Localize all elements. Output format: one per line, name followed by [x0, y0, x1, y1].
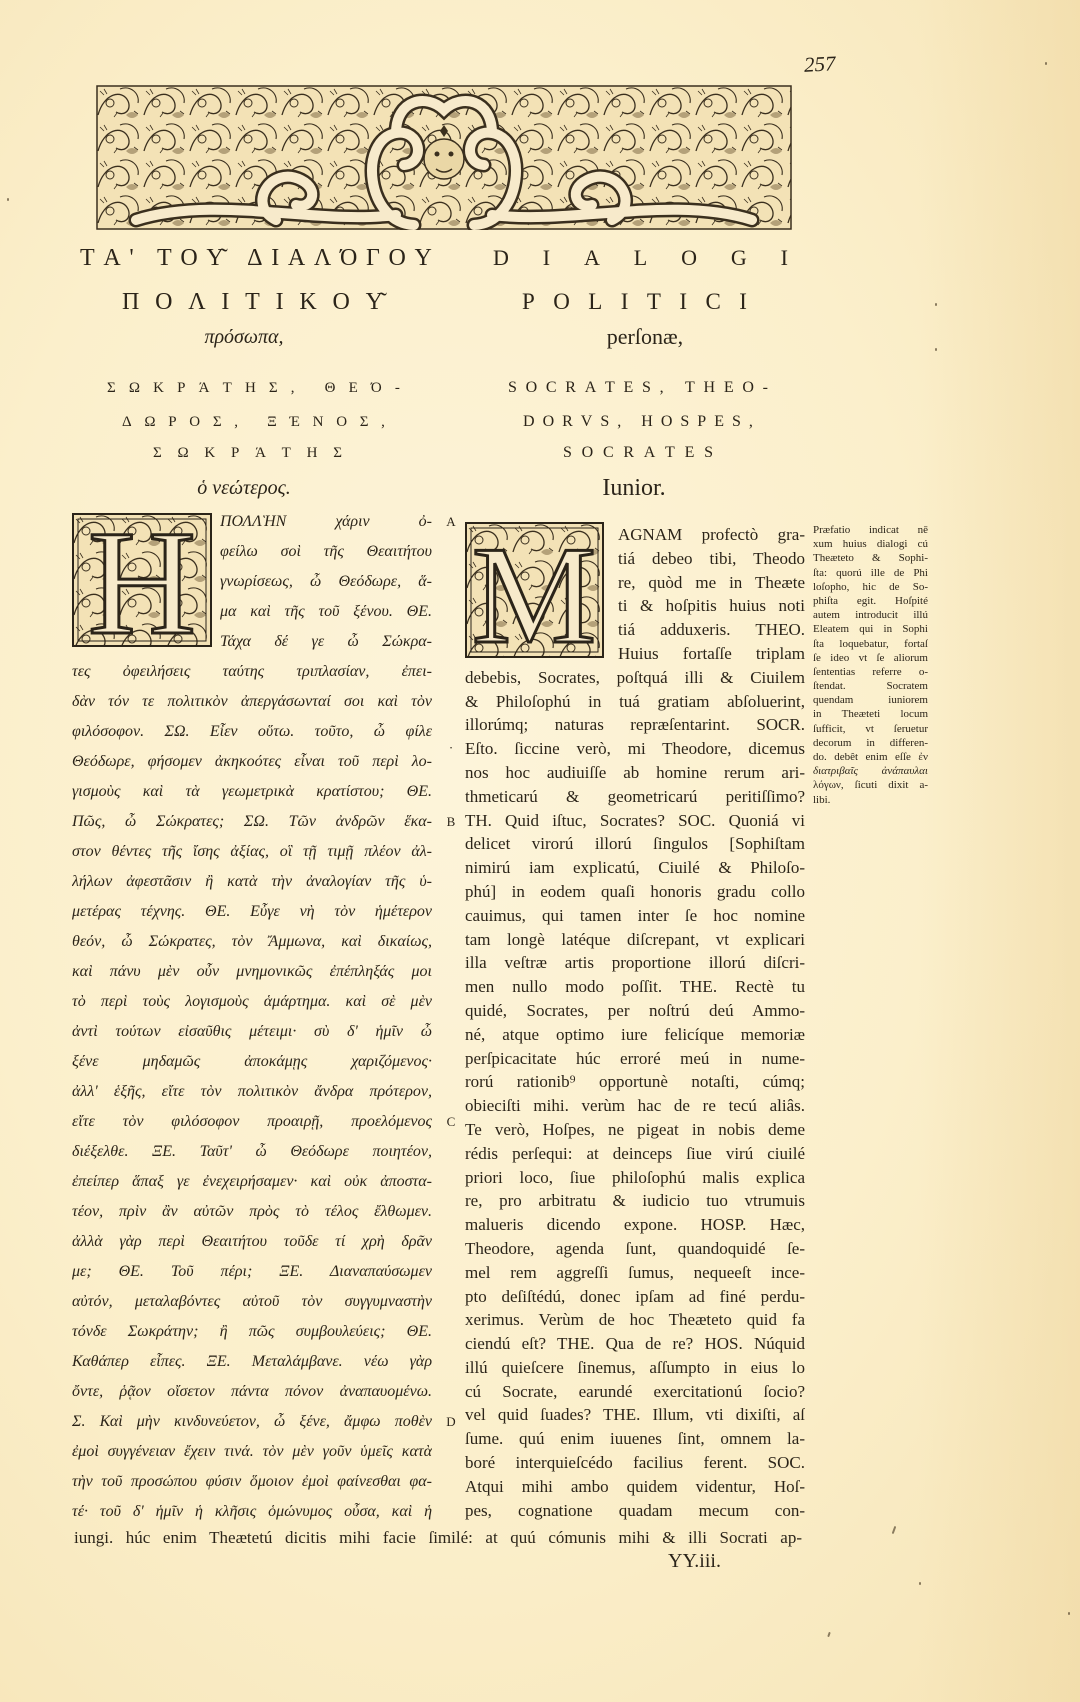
latin-text-line: Te verò, Hoſpes, ne pigeat in nobis deme	[465, 1119, 805, 1139]
latin-text-line: malueris dicendo expone. HOSP. Hæc,	[465, 1215, 805, 1235]
heading-glyph: S	[704, 444, 713, 461]
heading-glyph: P	[697, 413, 707, 430]
latin-text-line: quidé, Socrates, per noſtrú deú Ammo-	[465, 1000, 805, 1020]
heading-glyph: Ξ	[267, 413, 277, 430]
latin-text-line: pto deſiſtédú, donec ipſam ad finé perdu-	[465, 1286, 805, 1306]
latin-text-line: illorúmq; naturas repræſentarint. SOCR.	[465, 715, 805, 735]
marginal-note-line: διατριβαῖς ἀνάπαυλαι	[813, 765, 928, 778]
greek-text-line: μετέρας τέχνης. ΘΕ. Εὖγε νὴ τὸν ἡμέτερον	[72, 903, 432, 920]
heading-glyph: Τ	[245, 288, 260, 315]
heading-glyph: A	[584, 379, 597, 396]
latin-text-line: illú quieſcere ſinemus, aſſumpto in eius lo	[465, 1357, 805, 1377]
greek-persons-line	[107, 378, 400, 398]
heading-glyph: R	[562, 413, 573, 430]
latin-text-line: delicet virorú illorú ſingulos [Sophiſtam	[465, 834, 805, 854]
marginal-note-line: xum huius dialogi cú	[813, 538, 928, 551]
heading-glyph: I	[542, 245, 551, 270]
heading-glyph: O	[525, 379, 538, 396]
greek-text-line: Σ. Καὶ μὴν κινδυνεύετον, ὦ ξένε, ἄμφω ποθὲν	[72, 1413, 432, 1430]
latin-text-line: xerimus. Verùm de hoc Theæteto quid fa	[465, 1310, 805, 1330]
latin-persons-line	[563, 442, 713, 464]
heading-glyph: Α	[103, 244, 121, 271]
heading-glyph: E	[714, 413, 724, 430]
heading-glyph: Ι	[275, 288, 284, 315]
greek-persons-line	[153, 443, 342, 463]
heading-glyph: Σ	[153, 444, 162, 461]
heading-glyph: Σ	[107, 379, 116, 396]
latin-text-line: vel quid ſuades? THE. Illum, vti dixiſti, aſ	[465, 1405, 805, 1425]
heading-glyph: Ό	[339, 244, 358, 271]
greek-text-line: ἐπείπερ ἅπαξ γε ἐνεχειρήσαμεν· καὶ οὐκ ἀποστα-	[72, 1173, 432, 1190]
heading-glyph: Ρ	[230, 444, 240, 461]
marginal-note-line: ſufficit, vt ſeruetur	[813, 722, 928, 735]
latin-text-line: men nullo modo poſſit. THE. Rectè tu	[465, 977, 805, 997]
heading-glyph: Η	[306, 444, 318, 461]
greek-text-line: μα καὶ τῆς τοῦ ξένου. ΘΕ.	[220, 603, 432, 620]
heading-glyph: Ω	[177, 444, 189, 461]
greek-text-line: ἀντὶ τούτων εἰσαῦθις μέτειμι· σὺ δ' ἡμῖν ὦ	[72, 1023, 432, 1040]
heading-glyph: O	[553, 289, 570, 314]
heading-glyph	[672, 379, 676, 397]
heading-glyph: H	[703, 379, 716, 396]
heading-glyph: S	[731, 413, 741, 430]
greek-text-line: γισμοὺς καὶ τὰ γεωμετρικὰ κρατίστου; ΘΕ.	[72, 783, 432, 800]
latin-text-line: perſpicacitate húc erroré meú in nume-	[465, 1048, 805, 1068]
heading-glyph: T	[646, 289, 661, 314]
heading-glyph: C	[545, 379, 557, 396]
greek-text-line: τες ὀφειλήσεις ταύτης τριπλασίαν, ἐπει-	[72, 663, 432, 680]
latin-text-line: boré interquieſcédo facilius ferent. SOC.	[465, 1453, 805, 1473]
marginal-note-line: ſta: quorú ille de Phi	[813, 566, 928, 579]
section-marker-a: A	[446, 514, 456, 529]
heading-glyph: D	[493, 245, 509, 270]
gutter-dot: ·	[448, 740, 454, 755]
heading-glyph: Τ	[80, 244, 95, 271]
greek-persons-label: πρόσωπα,	[204, 326, 284, 348]
heading-glyph: Τ	[281, 444, 291, 461]
ink-speck	[1045, 62, 1047, 65]
section-marker-d: D	[446, 1414, 456, 1429]
heading-glyph: S	[600, 413, 610, 430]
heading-glyph: Ο	[180, 244, 198, 271]
marginal-note-line: ſtendat. Socratem	[813, 680, 928, 693]
marginal-notes	[813, 523, 928, 807]
greek-text-line: εἴτε τὸν φιλόσοφον προαιρῇ, προελόμενος	[72, 1113, 432, 1130]
heading-glyph: Έ	[289, 413, 300, 430]
heading-glyph: Σ	[268, 379, 278, 396]
heading-glyph: R	[565, 379, 576, 396]
latin-persons-label: perſonæ,	[606, 324, 684, 349]
heading-glyph: Ο	[155, 288, 173, 315]
heading-glyph: Λ	[188, 288, 206, 315]
heading-glyph: Θ	[324, 379, 336, 396]
heading-glyph: Ω	[144, 413, 156, 430]
greek-persons-line	[122, 412, 385, 432]
latin-text-line: rédis perſequi: at deinceps ſiue virú ciuilé	[465, 1143, 805, 1163]
heading-glyph: I	[679, 289, 688, 314]
heading-glyph: ,	[290, 379, 295, 396]
latin-text-line: tiá adduxeris. THEO.	[618, 620, 805, 640]
latin-text-line: thmeticarú & geometricarú peritiſſimo?	[465, 786, 805, 806]
heading-glyph: Ά	[255, 444, 266, 461]
latin-text-line: né, atque optimo iure felicíque memoriæ	[465, 1024, 805, 1044]
greek-text-line: θεόν, ὦ Σώκρατες, τὸν Ἄμμωνα, καὶ δικαίως,	[72, 933, 432, 950]
heading-glyph: Α	[287, 244, 306, 271]
heading-glyph: E	[623, 379, 634, 396]
heading-glyph: V	[580, 413, 593, 430]
latin-text-line: cauimus, qui tamen inter ſe hoc nomine	[465, 905, 805, 925]
latin-dialogue-heading	[493, 245, 788, 271]
latin-text-line: priori loco, ſiue philoſophú malis explica	[465, 1167, 805, 1187]
latin-text-line: ti & hoſpitis huius noti	[618, 596, 805, 616]
greek-text-line: ὄντε, ῥᾷον οἴσετον πάντα πόνον ἀναπαυομένω.	[72, 1383, 432, 1400]
latin-text-line: tam longè latéque diſcrepant, vt explicari	[465, 929, 805, 949]
heading-glyph: L	[633, 245, 648, 270]
latin-column	[465, 523, 805, 1522]
heading-glyph: D	[523, 413, 535, 430]
greek-text-line: με; ΘΕ. Τοῦ πέρι; ΞΕ. Διαναπαύσωμεν	[72, 1263, 432, 1280]
greek-persons-note: ὁ νεώτερος.	[197, 477, 291, 499]
heading-glyph: Ο	[332, 288, 350, 315]
heading-glyph: Υ͂	[365, 288, 383, 315]
latin-text-line: AGNAM profectò gra-	[618, 525, 805, 544]
greek-text-line: λήλων ἀφεστᾶσιν ἢ κατὰ τὴν ἀναλογίαν τῆς ὑ-	[72, 873, 432, 890]
heading-glyph	[308, 380, 312, 397]
heading-glyph: ,	[748, 413, 753, 430]
greek-text-line: διέξελθε. ΞΕ. Ταῦτ' ὦ Θεόδωρε ποιητέον,	[72, 1143, 432, 1160]
heading-glyph: Δ	[247, 244, 263, 271]
heading-glyph: O	[681, 245, 697, 270]
heading-glyph	[232, 245, 238, 272]
marginal-note-line: loſopho, hic de So-	[813, 580, 928, 593]
ornamental-headpiece-icon	[96, 85, 792, 230]
heading-glyph: T	[604, 379, 615, 396]
heading-glyph: I	[739, 289, 747, 314]
heading-glyph: G	[730, 245, 747, 270]
latin-text-line: ſume. quú enim iuuenes ſint, omnem la-	[465, 1429, 805, 1449]
ink-speck	[892, 1526, 897, 1534]
section-marker-b: B	[446, 814, 456, 829]
greek-text-line: στον θέντες τῆς ἴσης ἀξίας, οἳ τῇ τιμῇ πλέον ἀλ-	[72, 843, 432, 860]
marginal-note-line: libi.	[813, 793, 831, 806]
latin-text-line: Eſto. ſiccine verò, mi Theodore, dicemus	[465, 739, 805, 759]
greek-text-line: γνωρίσεως, ὦ Θεόδωρε, ἅ-	[220, 573, 432, 590]
heading-glyph	[629, 413, 633, 431]
heading-glyph: S	[641, 379, 651, 396]
ink-speck	[1068, 1612, 1070, 1615]
greek-text-line: ἀλλὰ γὰρ περὶ Θεαιτήτου τοῦδε τί χρὴ δρᾶν	[72, 1233, 432, 1250]
latin-text-line: illa veſtræ artis proportione illorú diſcri-	[465, 953, 805, 973]
heading-glyph: C	[705, 289, 721, 314]
heading-glyph: Ν	[312, 413, 324, 430]
drop-cap-letter: M	[471, 522, 597, 658]
heading-glyph: Ο	[189, 413, 201, 430]
heading-glyph: Κ	[299, 288, 317, 315]
greek-text-line: ἐμοὶ συγγένειαν ἔχειν τινά. τὸν μὲν γοῦν ὑμεῖς κατὰ	[72, 1443, 432, 1460]
marginal-note-line: Theæteto & Sophi-	[813, 552, 928, 565]
heading-glyph: ,	[659, 379, 664, 396]
heading-glyph: L	[588, 289, 603, 314]
marginal-note-line: Eleatem qui in Sophi	[813, 623, 928, 636]
latin-text-line: nos hoc audiuiſſe ab homine rerum ari-	[465, 762, 805, 782]
greek-text-line: ἀλλ' ἑξῆς, εἴτε τὸν πολιτικὸν ἄνδρα πρότερον,	[72, 1083, 432, 1100]
latin-text-line: cú Socrate, earundé exercitationú ſocio?	[465, 1381, 805, 1401]
heading-glyph: I	[620, 289, 629, 314]
heading-glyph: H	[641, 413, 653, 430]
latin-text-line: re, pro arbitratu & iudicio tuo vtrumuis	[465, 1191, 805, 1211]
heading-glyph: -	[762, 379, 768, 396]
heading-glyph: '	[129, 244, 134, 271]
heading-glyph: Ι	[271, 244, 280, 271]
heading-glyph: T	[665, 444, 675, 461]
greek-text-line: Πῶς, ὦ Σώκρατες; ΣΩ. Τῶν ἀνδρῶν ἕκα-	[72, 813, 432, 830]
heading-glyph	[142, 245, 148, 272]
marginal-note-line: ſe ideo vt ſe aliorum	[813, 651, 928, 664]
latin-text-line: debebis, Socrates, poſtquá illi & Ciuilem	[465, 667, 805, 687]
latin-persons-note: Iunior.	[602, 475, 666, 501]
greek-text-line: Θεόδωρε, φήσομεν ἀκηκοότες εἶναι τοῦ περὶ λο-	[72, 753, 432, 770]
heading-glyph: A	[643, 444, 656, 461]
greek-text-line: φείλω σοὶ τῆς Θεαιτήτου	[220, 543, 432, 560]
heading-glyph: Κ	[204, 444, 216, 461]
heading-glyph: Ε	[348, 379, 358, 396]
marginal-note-line: in Theæteti locum	[813, 708, 928, 721]
heading-glyph: Ο	[388, 244, 406, 271]
heading-glyph: ,	[617, 413, 622, 430]
heading-glyph: O	[581, 444, 594, 461]
greek-text-line: αὐτόν, μεταλαβόντες αὐτοῦ τὸν συγγυμναστὴν	[72, 1293, 432, 1310]
heading-glyph: C	[602, 444, 614, 461]
latin-text-line: ciendú eſt? THE. Qua de re? HOS. Núquid	[465, 1334, 805, 1354]
section-marker-c: C	[446, 1114, 456, 1129]
heading-glyph: Τ	[157, 244, 172, 271]
heading-glyph: E	[684, 444, 695, 461]
greek-text-line: καὶ πάνυ μὲν οὖν μνημονικῶς ἐπέπληξάς μοι	[72, 963, 432, 980]
latin-text-line: & Philoſophú in tuá gratiam abſoluerint,	[465, 691, 805, 711]
heading-glyph: S	[508, 379, 517, 396]
page-number: 257	[803, 51, 837, 77]
greek-text-line: δὰν τόν τε πολιτικὸν ἀπεργάσωνταί σοι καὶ τὸν	[72, 693, 432, 710]
greek-text-line: φιλόσοφον. ΣΩ. Εἶεν οὕτω. τοῦτο, ὦ φίλε	[72, 723, 432, 740]
heading-glyph: Κ	[153, 379, 165, 396]
heading-glyph: Τ	[222, 379, 232, 396]
heading-glyph: Π	[122, 288, 140, 315]
latin-text-line: nimirú iam explicatú, Ciuilé & Philoſo-	[465, 858, 805, 878]
greek-work-title	[122, 288, 383, 316]
ink-speck	[935, 348, 937, 351]
greek-text-line: τέον, πρὶν ἂν αὐτῶν πρὸς τὸ τέλος ἔλθωμεν.	[72, 1203, 432, 1220]
heading-glyph: Ο	[336, 413, 348, 430]
heading-glyph: ,	[234, 413, 238, 430]
heading-glyph: S	[563, 444, 572, 461]
heading-glyph: O	[660, 413, 673, 430]
heading-glyph: E	[723, 379, 734, 396]
heading-glyph: Ι	[221, 288, 230, 315]
marginal-note-line: λόγων, ſicuti dixit a-	[813, 779, 928, 792]
latin-work-title	[522, 289, 747, 315]
marginal-note-line: ſententias referre o-	[813, 665, 928, 678]
heading-glyph: Ά	[198, 379, 210, 396]
heading-glyph: Ό	[370, 379, 382, 396]
marginal-note-line: ſta loquebatur, fortaſ	[813, 637, 928, 650]
heading-glyph: Δ	[122, 413, 132, 430]
heading-glyph: Σ	[333, 444, 342, 461]
running-full-width-line: iungi. húc enim Theætetú dicitis mihi facie ſimilé: at quú cómunis mihi & illi Socrati ap-	[74, 1528, 802, 1547]
heading-glyph: R	[623, 444, 635, 461]
latin-text-line: re, quòd me in Theæte	[618, 572, 805, 592]
greek-text-line: ξένε μηδαμῶς ἀποκάμῃς χαριζόμενος·	[72, 1053, 432, 1070]
ink-speck	[827, 1632, 831, 1637]
heading-glyph: O	[742, 379, 754, 396]
heading-glyph: I	[780, 245, 788, 270]
marginal-note-line: decorum in differen-	[813, 736, 928, 749]
latin-persons-line	[523, 411, 753, 433]
greek-text-line: τὸ περὶ τοὺς λογισμοὺς ἁμάρτημα. καὶ σὲ μὲν	[72, 993, 432, 1010]
heading-glyph	[251, 414, 255, 431]
heading-glyph: Υ͂	[206, 244, 224, 271]
ink-speck	[935, 303, 937, 306]
heading-glyph: O	[542, 413, 555, 430]
heading-glyph: Γ	[365, 244, 380, 271]
latin-text-line: Atqui mihi ambo quidem videntur, Hoſ-	[465, 1476, 805, 1496]
heading-glyph: A	[583, 245, 600, 270]
drop-cap-letter: Η	[87, 513, 197, 647]
marginal-note-line: autem introducit illú	[813, 609, 928, 622]
latin-text-line: obieciſti mihi. verùm hac de re tecú aliâs.	[465, 1096, 805, 1116]
ink-speck	[7, 198, 9, 201]
heading-glyph: Ρ	[177, 379, 186, 396]
heading-glyph: Σ	[359, 413, 369, 430]
greek-text-line: τόνδε Σωκράτην; ἢ πῶς συμβουλεύεις; ΘΕ.	[72, 1323, 432, 1340]
greek-text-line: τέ· τοῦ δ' ἡμῖν ἡ κλῆσις ὁμώνυμος οὖσα, καὶ ἡ	[72, 1503, 432, 1520]
heading-glyph: Λ	[313, 244, 332, 271]
greek-text-line: τὴν τοῦ προσώπου φύσιν ὅμοιον ἐμοὶ φαίνεσθαι φα-	[72, 1473, 432, 1490]
latin-text-line: Theodore, agenda ſunt, quandoquidé ſe-	[465, 1238, 805, 1258]
greek-dialogue-heading	[80, 244, 432, 272]
heading-glyph: -	[394, 379, 400, 396]
ink-speck	[919, 1582, 921, 1585]
latin-text-line: pes, cognatione quadam mecum con-	[465, 1500, 805, 1520]
heading-glyph: S	[680, 413, 690, 430]
heading-glyph: Ω	[128, 379, 141, 396]
heading-glyph: P	[522, 289, 535, 314]
greek-text-line: Καθάπερ εἶπες. ΞΕ. Μεταλάμβανε. νέω γὰρ	[72, 1353, 432, 1370]
heading-glyph: T	[685, 379, 695, 396]
latin-text-line: rorú rationib⁹ opportunè notaſti, cúmq;	[465, 1072, 805, 1092]
marginal-note-line: quendam iuniorem	[813, 694, 928, 707]
latin-text-line: mel rem aggreſſi ſumus, nequeeſt ince-	[465, 1262, 805, 1282]
greek-text-line: Τάχα δέ γε ὦ Σώκρα-	[220, 633, 432, 650]
heading-glyph: Σ	[212, 413, 222, 430]
latin-text-line: phú] in eodem quaſi honoris gradu collo	[465, 881, 805, 901]
latin-text-line: Huius fortaſſe triplam	[618, 643, 805, 663]
marginal-note-line: phiſta egit. Hoſpité	[813, 594, 928, 607]
marginal-note-line: Præfatio indicat nē	[813, 524, 928, 536]
greek-column	[72, 507, 432, 1527]
latin-text-line: TH. Quid iſtuc, Socrates? SOC. Quoniá vi	[465, 810, 805, 830]
heading-glyph: Ρ	[168, 413, 177, 430]
marginal-note-line: do. debêt enim eſſe ἐν	[813, 751, 928, 763]
latin-text-line: tiá debeo tibi, Theodo	[618, 548, 805, 568]
heading-glyph: Υ	[414, 244, 432, 271]
signature-mark: YY.iii.	[668, 1550, 721, 1572]
heading-glyph: ,	[381, 413, 385, 430]
latin-persons-line	[508, 377, 768, 399]
heading-glyph: Η	[244, 379, 256, 396]
greek-text-line: ΠΟΛΛῊΝ χάριν ὀ-	[220, 513, 432, 530]
